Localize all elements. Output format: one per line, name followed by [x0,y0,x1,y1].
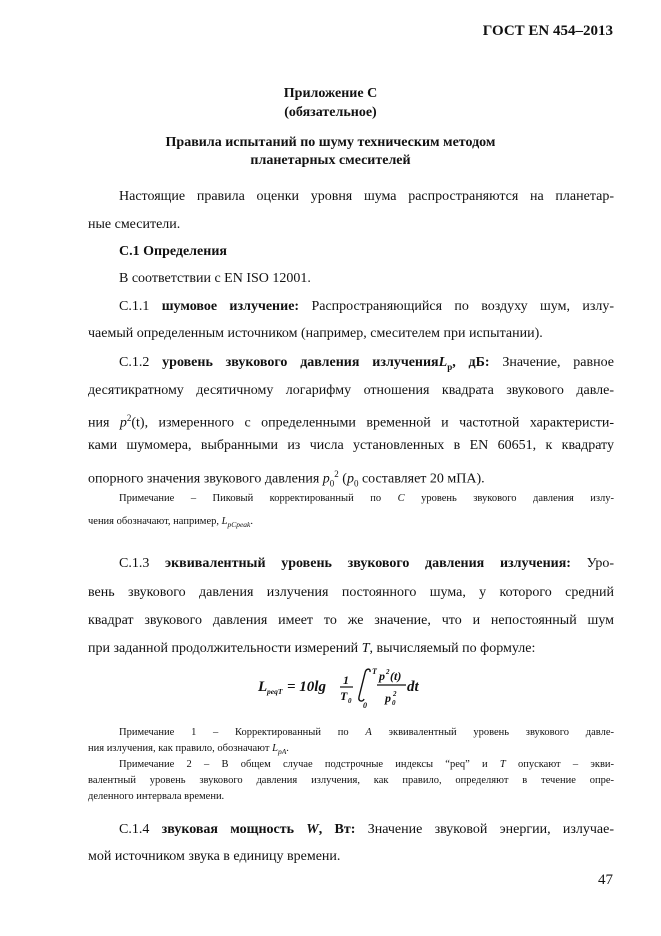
definition-c13-text: Уро- [586,556,615,571]
definition-c11-text: Распространяющийся по воздуху шум, излу- [311,299,615,314]
appendix-heading-line-1: Правила испытаний по шуму техническим методом [165,135,496,150]
definition-c13-line-2: вень звукового давления излучения постоянного шума, у которого средний [88,585,614,600]
page-number: 47 [598,872,613,888]
svg-text:0: 0 [348,697,352,705]
svg-text:0: 0 [392,699,396,707]
note-2-line-3: деленного интервала времени. [88,791,225,802]
definition-c12-text: Значение, равное [502,355,615,370]
note-2-line-1: Примечание 2 – В общем случае подстрочные индексы “peq” и T опускают – экви- [119,759,615,770]
note-2-line-2: валентный уровень звукового давления излучения, как правило, определяют в течение опре- [88,775,614,786]
note-1-line-1: Примечание 1 – Корректированный по А эквивалентный уровень звукового давле- [119,727,614,738]
definition-c11-line-1 [88,293,614,321]
svg-text:2: 2 [393,690,397,698]
definition-c13-term: эквивалентный уровень звукового давления излучения: [165,556,571,571]
svg-text:1: 1 [343,673,349,687]
definition-c12-line-3: ния $p^2(t)$, измеренного с определенными временной и частотной характеристи- [88,413,614,431]
definition-c14-text: Значение звуковой энергии, излучае- [367,822,614,837]
intro-line-1: Настоящие правила оценки уровня шума распространяются на планетар- [119,189,614,204]
svg-text:(t): (t) [390,669,402,683]
section-c1-reference: В соответствии с EN ISO 12001. [119,271,311,286]
definition-c12-symbol: $L_p$, дБ: [438,355,490,372]
definition-c13-line-1 [88,550,614,578]
svg-text:L: L [258,679,268,695]
svg-text:peqT: peqT [267,687,283,696]
svg-text:dt: dt [407,679,419,695]
definition-c13-number: С.1.3 [119,556,150,571]
intro-line-2: ные смесители. [88,217,181,232]
svg-text:0: 0 [363,701,367,710]
definition-c14-term: звуковая мощность [161,822,295,837]
definition-c14-line-1 [88,816,614,844]
document-number: ГОСТ EN 454–2013 [482,23,613,39]
definition-c12-line-2: десятикратному десятичному логарифму отношения квадрата звукового давле- [88,383,614,398]
svg-text:2: 2 [386,668,390,676]
definition-c12-line-5: опорного значения звукового давления $p_0^2$ ($p_0$ составляет 20 мПА). [88,469,485,489]
definition-c11-term: шумовое излучение: [161,299,300,314]
svg-text:T: T [340,689,348,703]
definition-c12-number: С.1.2 [119,355,150,370]
definition-c14-number: С.1.4 [119,822,150,837]
note-c12-line-2: чения обозначают, например, $L_{pCpeak}$. [88,516,254,530]
svg-text:= 10lg: = 10lg [287,679,326,695]
appendix-heading-line-2: планетарных смесителей [250,153,411,168]
note-1-line-2: ния излучения, как правило, обозначают $L_{pA}$. [88,743,289,757]
section-c1-heading: С.1 Определения [119,244,227,259]
note-c12-line-1: Примечание – Пиковый корректированный по С уровень звукового давления излу- [119,493,615,504]
equivalent-level-formula [255,664,425,710]
definition-c13-line-4: при заданной продолжительности измерений T, вычисляемый по формуле: [88,641,536,656]
appendix-title: Приложение С [283,86,378,101]
svg-text:p: p [379,669,385,683]
definition-c11-number: С.1.1 [119,299,150,314]
definition-c13-line-3: квадрат звукового давления имеет то же значение, что и непостоянный шум [88,613,614,628]
svg-text:p: p [385,691,391,705]
definition-c12-line-4: ками шумомера, выбранными из числа установленных в EN 60651, к квадрату [88,438,614,453]
definition-c14-line-2: мой источником звука в единицу времени. [88,849,341,864]
definition-c11-line-2: чаемый определенным источником (например, смесителем при испытании). [88,326,543,341]
appendix-status: (обязательное) [284,105,377,120]
definition-c12-term: уровень звукового давления излучения [162,355,439,370]
svg-text:T: T [372,667,377,676]
definition-c14-symbol: W, Вт: [306,822,356,837]
